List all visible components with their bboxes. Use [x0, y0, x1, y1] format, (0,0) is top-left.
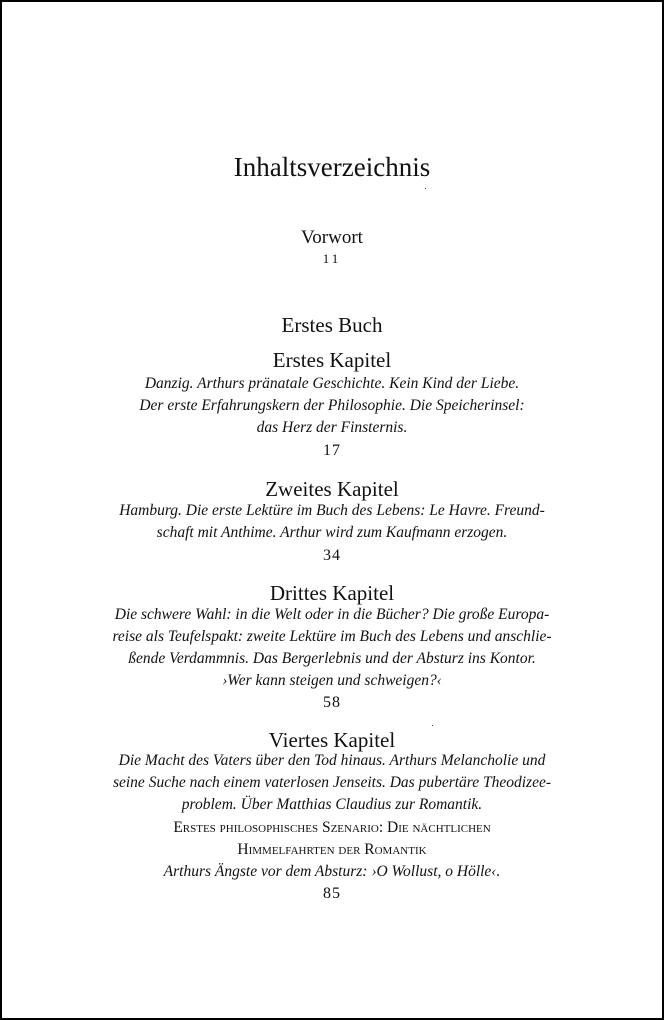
book-heading: Erstes Buch	[281, 313, 383, 337]
chapter-4-extra-line: Arthurs Ängste vor dem Absturz: ›O Wollust, o Hölle‹.	[163, 863, 501, 880]
chapter-1-heading: Erstes Kapitel	[272, 348, 392, 372]
chapter-4-scenario-line-2: Himmelfahrten der Romantik	[237, 841, 427, 858]
scan-speck	[432, 725, 433, 726]
chapter-2-desc-line-1: Hamburg. Die erste Lektüre im Buch des Lebens: Le Havre. Freund-	[119, 502, 545, 519]
preface-heading: Vorwort	[301, 227, 363, 248]
chapter-4-desc-line-2: seine Suche nach einem vaterlosen Jenseits. Das pubertäre Theodizee-	[112, 774, 552, 791]
chapter-1-desc-line-1: Danzig. Arthurs pränatale Geschichte. Kein Kind der Liebe.	[144, 375, 520, 392]
chapter-4-heading: Viertes Kapitel	[268, 728, 396, 752]
chapter-4-desc-line-1: Die Macht des Vaters über den Tod hinaus. Arthurs Melancholie und	[118, 752, 546, 769]
chapter-2-desc-line-2: schaft mit Anthime. Arthur wird zum Kaufmann erzogen.	[156, 524, 508, 541]
chapter-3-desc-line-3: ßende Verdammnis. Das Bergerlebnis und der Absturz ins Kontor.	[128, 650, 536, 667]
chapter-4-scenario-line-1: Erstes philosophisches Szenario: Die nächtlichen	[173, 819, 491, 836]
chapter-4-desc-line-3: problem. Über Matthias Claudius zur Romantik.	[181, 796, 483, 813]
chapter-3-desc-line-4: ›Wer kann steigen und schweigen?‹	[222, 672, 442, 689]
scan-speck	[425, 188, 426, 189]
chapter-3-desc-line-2: reise als Teufelspakt: zweite Lektüre im Buch des Lebens und anschlie-	[112, 628, 552, 645]
chapter-2-heading: Zweites Kapitel	[265, 477, 399, 501]
chapter-3-desc-line-1: Die schwere Wahl: in die Welt oder in die Bücher? Die große Europa-	[114, 606, 550, 623]
chapter-1-page-number: 17	[323, 442, 341, 459]
chapter-1-desc-line-2: Der erste Erfahrungskern der Philosophie. Die Speicherinsel:	[139, 397, 525, 414]
chapter-3-heading: Drittes Kapitel	[269, 581, 395, 605]
chapter-2-page-number: 34	[323, 547, 341, 564]
chapter-1-desc-line-3: das Herz der Finsternis.	[256, 419, 408, 436]
chapter-4-page-number: 85	[323, 885, 341, 902]
preface-page-number: 11	[322, 251, 342, 266]
page-title: Inhaltsverzeichnis	[233, 152, 431, 182]
chapter-3-page-number: 58	[323, 694, 341, 711]
